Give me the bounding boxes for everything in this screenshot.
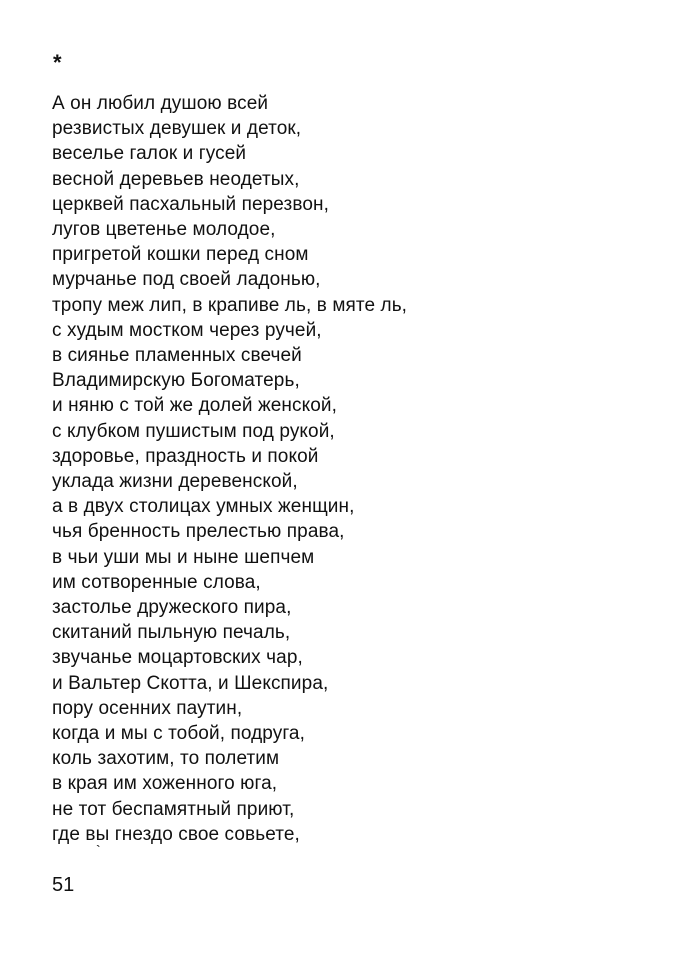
poem-line: А он любил душою всей	[52, 93, 269, 114]
poem-line: в края им хоженного юга,	[52, 773, 278, 795]
stray-print-mark: `	[96, 842, 101, 858]
poem-line: пригретой кошки перед сном	[52, 244, 309, 266]
poem-line: застолье дружеского пира,	[52, 597, 292, 619]
poem-line: резвистых девушек и деток,	[52, 118, 302, 140]
poem-line: коль захотим, то полетим	[52, 748, 280, 770]
poem-line: в сиянье пламенных свечей	[52, 345, 302, 367]
poem-line: чья бренность прелестью права,	[52, 521, 345, 543]
section-asterisk: *	[53, 50, 62, 75]
poem-line: уклада жизни деревенской,	[52, 471, 298, 493]
poem-line: в чьи уши мы и ныне шепчем	[52, 546, 315, 568]
poem-text	[52, 91, 407, 847]
poem-line: мурчанье под своей ладонью,	[52, 269, 321, 291]
poem-line: лугов цветенье молодое,	[52, 219, 276, 241]
poem-line: не тот беспамятный приют,	[52, 798, 295, 820]
poem-line: скитаний пыльную печаль,	[52, 622, 291, 644]
poem-line: и няню с той же долей женской,	[52, 395, 338, 417]
poem-line: с клубком пушистым под рукой,	[52, 420, 335, 442]
poem-line: весной деревьев неодетых,	[52, 168, 300, 190]
poem-line: с худым мостком через ручей,	[52, 319, 322, 341]
poem-line: церквей пасхальный перезвон,	[52, 193, 329, 215]
poem-line: звучанье моцартовских чар,	[52, 647, 303, 669]
poem-line: пору осенних паутин,	[52, 697, 243, 719]
poem-line: веселье галок и гусей	[52, 143, 247, 165]
page-number: 51	[52, 874, 75, 896]
poem-line: где вы гнездо свое совьете,	[52, 823, 300, 845]
poem-line: им сотворенные слова,	[52, 571, 261, 593]
poem-line: здоровье, праздность и покой	[52, 445, 319, 467]
poem-line: тропу меж лип, в крапиве ль, в мяте ль,	[52, 294, 408, 316]
poem-line: Владимирскую Богоматерь,	[52, 370, 300, 392]
poem-line: и Вальтер Скотта, и Шекспира,	[52, 672, 329, 694]
poem-line: когда и мы с тобой, подруга,	[52, 723, 305, 745]
poem-line: а в двух столицах умных женщин,	[52, 496, 355, 518]
